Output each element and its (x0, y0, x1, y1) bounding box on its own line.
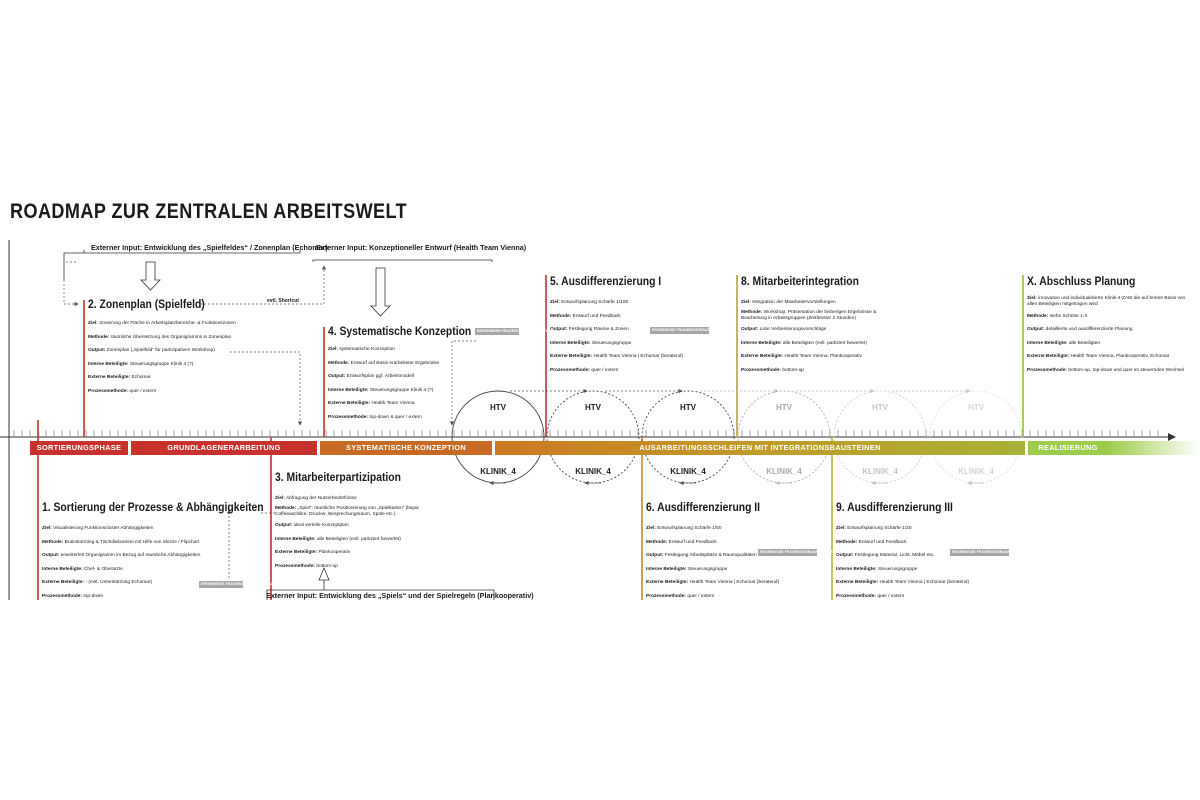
badge-fragebogen-9: ERGEBNISSE FRAGEBOGENAUSWERTUNG (952, 550, 1029, 554)
step-heading: 1. Sortierung der Prozesse & Abhängigkeiten (42, 502, 264, 514)
step-heading: 8. Mitarbeiterintegration (741, 276, 859, 288)
step-3-mitarbeiterpartizipation: 3. Mitarbeiterpartizipation Ziel: Abfragung der Nutzerbedürfnisse Methode: „Spiel“: räumliche Positionierung von „Spielkarten“ (bspw. Coffeeaschlike, Drucker, Besprechungsraum, Spüle etc.) Output: ideal verteile Konzeptplan Interne Beteiligte: alle Beteiligten (evtl. partiziert bewertet) Externe Beteiligte: Plankooperativ Prozessmethode: bottom-up (275, 472, 445, 573)
step-heading: 6. Ausdifferenzierung II (646, 502, 761, 514)
badge-fragebogen-4: ERGEBNISSE FRAGEBOGENAUSWERTUNG (477, 329, 554, 333)
step-heading: 4. Systematische Konzeption (328, 326, 472, 338)
phase-systematische-konzeption: SYSTEMATISCHE KONZEPTION (320, 441, 492, 455)
step-x-abschluss-planung: X. Abschluss Planung Ziel: innovative und individualisierte Klinik-4-ZAW die auf breiter Basis von allen Beteiligten mitgetragen wird Methode: siehe Schritte 1-X Output: detaillierte und ausdifferenzierte Planung Interne Beteiligte: alle Beteiligten Externe Beteiligte: Health Team Vienna, Plankooperativ, Echomar Prozessmethode: bottom-up, top-down und quer im steuernden Wechsel (1027, 276, 1186, 373)
step-heading: 3. Mitarbeiterpartizipation (275, 472, 401, 484)
step-heading: 9. Ausdifferenzierung III (836, 502, 953, 514)
external-input-spiel: Externer Input: Entwicklung des „Spiels“ und der Spielregeln (Plankooperativ) (266, 591, 534, 600)
cycle-label-htv: HTV (680, 403, 696, 412)
step-4-systematische-konzeption: 4. Systematische Konzeption Ziel: systematische Konzeption Methode: Entwurf auf Basis erarbeiteter Ergebnisse Output: Entwurfsplan ggf. Arbeitsmodell Interne Beteiligte: Steuerungsgruppe Klinik 4 (?) Externe Beteiligte: Health Team Vienna Prozessmethode: top-down & quer / extern (328, 326, 472, 420)
cycle-label-htv: HTV (872, 403, 888, 412)
phase-grundlagenerarbeitung: GRUNDLAGENERARBEITUNG (131, 441, 317, 455)
cycle-label-htv: HTV (776, 403, 792, 412)
phase-realisierung: REALISIERUNG (1028, 441, 1108, 455)
cycle-label-htv: HTV (490, 403, 506, 412)
step-6-ausdifferenzierung-2: 6. Ausdifferenzierung II Ziel: Entwurfsplanung Schärfe 1/50 Methode: Entwurf und Feedback Output: Festlegung Arbeitsplätze & Raumqualitäten Interne Beteiligte: Steuerungsgruppe Externe Beteiligte: Health Team Vienna | Echomar (beratend) Prozessmethode: quer / extern (646, 502, 780, 599)
external-input-spielfeld: Externer Input: Entwicklung des „Spielfeldes“ / Zonenplan (Echomar) (91, 243, 328, 252)
badge-fragebogen-3: ERGEBNISSE FRAGEBOGENAUSWERTUNG (201, 582, 278, 586)
step-9-ausdifferenzierung-3: 9. Ausdifferenzierung III Ziel: Entwurfsplanung Schärfe 1/20 Methode: Entwurf und Feedback Output: Festlegung Material, Licht, Möbel etc. Interne Beteiligte: Steuerungsgruppe Externe Beteiligte: Health Team Vienna | Echomar (beratend) Prozessmethode: quer / extern (836, 502, 970, 599)
step-8-mitarbeiterintegration: 8. Mitarbeiterintegration Ziel: Integration der Mitarbeitervorstellungen Methode: Workshop, Präsentation der bisherigen Ergebnisse & Bearbeitung in Arbeitsgruppen (Zeitfenster 2 Stunden) Output: Liste Verbesserungsvorschläge Interne Beteiligte: alle Beteiligten (evtl. partiziert bewertet) Externe Beteiligte: Health Team Vienna, Plankooperativ Prozessmethode: bottom-up (741, 276, 877, 373)
cycle-label-klinik: KLINIK_4 (862, 467, 898, 476)
step-heading: X. Abschluss Planung (1027, 276, 1136, 288)
external-input-konzept: Externer Input: Konzeptioneller Entwurf (Health Team Vienna) (316, 243, 527, 252)
page-title: ROADMAP ZUR ZENTRALEN ARBEITSWELT (10, 200, 408, 223)
badge-fragebogen-6: ERGEBNISSE FRAGEBOGENAUSWERTUNG (760, 550, 837, 554)
cycle-label-htv: HTV (585, 403, 601, 412)
cycle-label-klinik: KLINIK_4 (670, 467, 706, 476)
cycle-label-klinik: KLINIK_4 (958, 467, 994, 476)
step-2-zonenplan: 2. Zonenplan (Spielfeld) Ziel: Zonierung der Fläche in Arbeitsplatzbereiche- & Funktionszonen Methode: räumliche Übersetzung des Organigramms in Zonenplan Output: Zonenplan („Spielfeld“ für partizipativen Workshop) Interne Beteiligte: Steuerungsgruppe Klinik 4 (?) Externe Beteiligte: Echomar Prozessmethode: quer / extern (88, 299, 236, 394)
step-heading: 2. Zonenplan (Spielfeld) (88, 299, 205, 311)
phase-ausarbeitungsschleifen: AUSARBEITUNGSSCHLEIFEN MIT INTEGRATIONSBAUSTEINEN (495, 441, 1025, 455)
step-5-ausdifferenzierung-1: 5. Ausdifferenzierung I Ziel: Entwurfsplanung Schärfe 1/100 Methode: Entwurf und Feedback Output: Festlegung Räume & Zonen Interne Beteiligte: Steuerungsgruppe Externe Beteiligte: Health Team Vienna | Echomar (beratend) Prozessmethode: quer / extern (550, 276, 684, 373)
cycle-label-klinik: KLINIK_4 (480, 467, 516, 476)
cycle-label-klinik: KLINIK_4 (575, 467, 611, 476)
badge-fragebogen-5: ERGEBNISSE FRAGEBOGENAUSWERTUNG (652, 328, 729, 332)
step-1-sortierung: 1. Sortierung der Prozesse & Abhängigkeiten Ziel: Visualisierung Funktionscluster Abhängigkeiten Methode: Brainstorming & Tischdiskussion mit Hilfe von Skizze / Flipchart Output: erweitertes Organigramm im Bezug auf räumliche Abhängigkeiten Interne Beteiligte: Chef- & Oberärzte Externe Beteiligte: - (evtl. Unterstützung Echomar) Prozessmethode: top-down (42, 502, 264, 599)
cycle-label-htv: HTV (968, 403, 984, 412)
timeline-ticks (14, 430, 1158, 437)
phase-sortierungsphase: SORTIERUNGSPHASE (30, 441, 128, 455)
cycle-label-klinik: KLINIK_4 (766, 467, 802, 476)
step-heading: 5. Ausdifferenzierung I (550, 276, 662, 288)
shortcut-label: evtl. Shortcut (267, 298, 299, 304)
